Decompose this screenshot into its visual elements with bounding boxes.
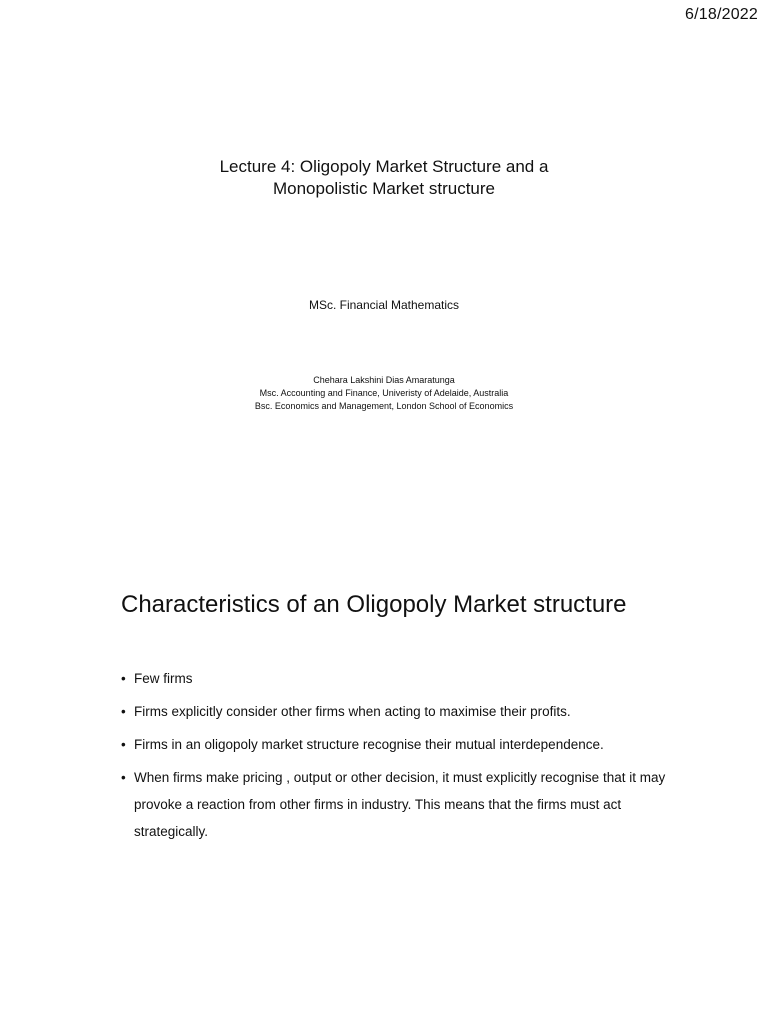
bullet-text: Few firms — [134, 671, 193, 686]
bullet-dot-icon: • — [121, 737, 126, 752]
bullet-dot-icon: • — [121, 704, 126, 719]
bullet-text: When firms make pricing , output or other decision, it must explicitly recognise that it may provoke a reaction from other firms in industry. This means that the firms must act strategically. — [134, 770, 666, 839]
slide-heading: Characteristics of an Oligopoly Market structure — [121, 591, 627, 618]
author-block — [0, 374, 768, 413]
course-subtitle: MSc. Financial Mathematics — [308, 298, 460, 312]
bullet-dot-icon: • — [121, 671, 126, 686]
author-degree-2: Bsc. Economics and Management, London School of Economics — [254, 401, 514, 411]
bullet-text: Firms explicitly consider other firms when acting to maximise their profits. — [134, 704, 571, 719]
content-slide — [0, 580, 768, 1000]
lecture-title-line-1: Lecture 4: Oligopoly Market Structure and a — [219, 157, 549, 176]
bullet-item — [121, 698, 681, 725]
lecture-title — [0, 156, 768, 200]
author-degree-1: Msc. Accounting and Finance, Univeristy of Adelaide, Australia — [259, 388, 509, 398]
bullet-item — [121, 731, 681, 758]
bullet-list — [121, 665, 681, 851]
bullet-item — [121, 764, 681, 845]
author-name: Chehara Lakshini Dias Amaratunga — [313, 375, 455, 385]
page-date: 6/18/2022 — [685, 6, 758, 23]
bullet-dot-icon: • — [121, 770, 126, 785]
bullet-item — [121, 665, 681, 692]
lecture-title-line-2: Monopolistic Market structure — [272, 179, 496, 198]
bullet-text: Firms in an oligopoly market structure recognise their mutual interdependence. — [134, 737, 604, 752]
